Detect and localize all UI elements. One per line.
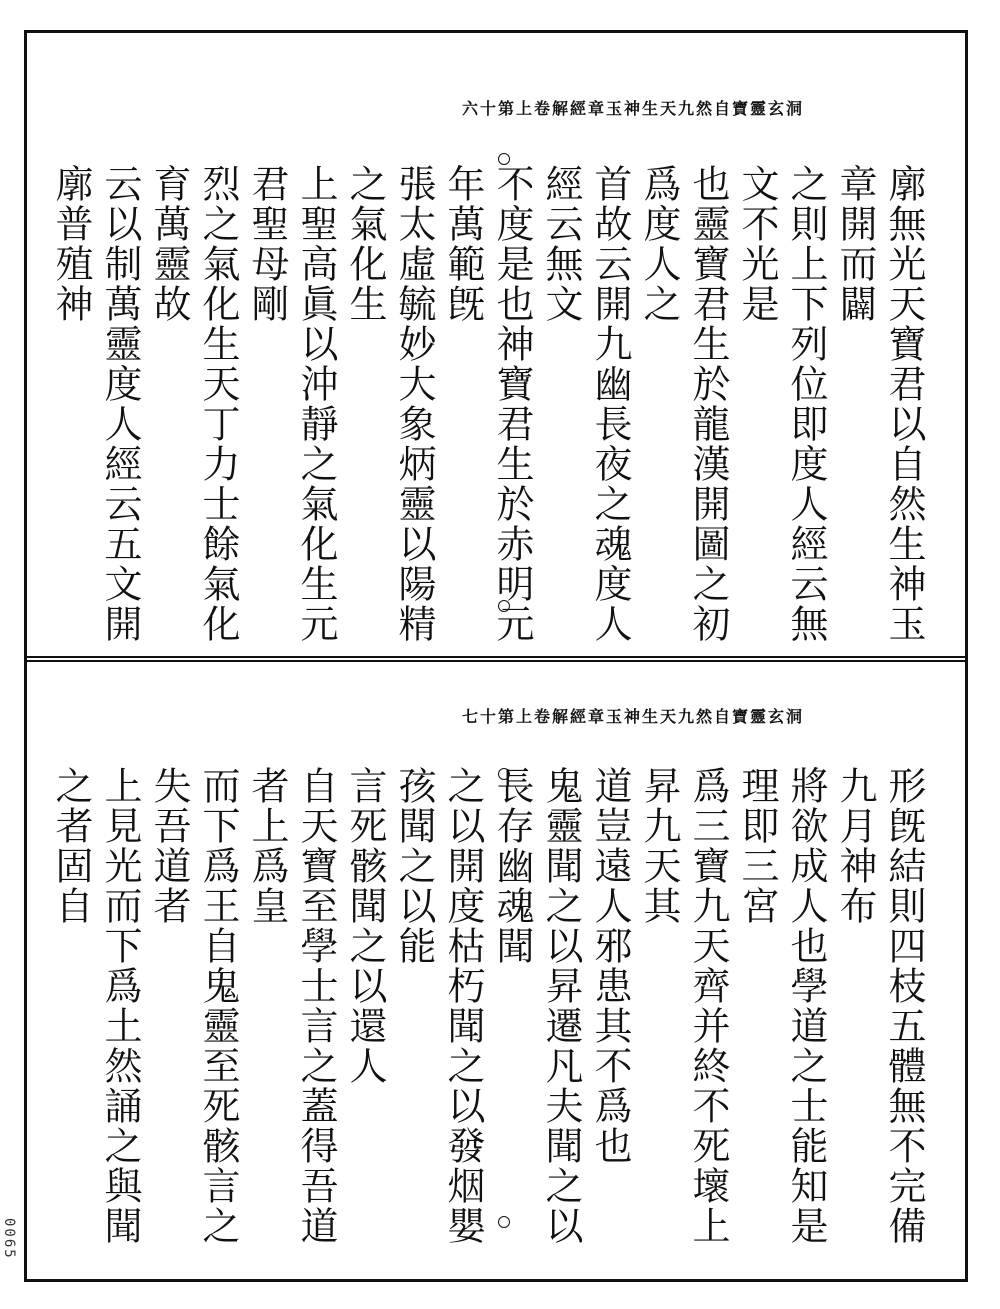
text-column: 言死骸聞之以還人 xyxy=(343,766,387,1086)
bottom-header: 洞玄靈寶自然九天生神玉章經解卷上第十七 xyxy=(461,707,804,726)
text-column: 首故云開九幽長夜之魂度人經云無文 xyxy=(539,164,632,644)
text-column: 爲三寶九天齊并終不死壞上昇九天其 xyxy=(637,766,730,1246)
text-column: 上聖高眞以沖靜之氣化生元君聖母剛 xyxy=(245,164,338,644)
text-column: 廓無光天寶君以自然生神玉章開而闢 xyxy=(833,164,926,644)
half-divider xyxy=(24,656,968,662)
top-text-block xyxy=(48,164,928,654)
text-column: 云以制萬靈度人經云五文開廓普殖神 xyxy=(49,164,142,644)
text-column: 也靈寶君生於龍漢開圖之初爲度人之 xyxy=(637,164,730,644)
text-column: 道豈遠人邪患其不爲也 xyxy=(588,766,632,1166)
text-column: 鬼靈聞之以昇遷凡夫聞之以長存幽魂聞 xyxy=(490,766,583,1246)
text-column: 形旣結則四枝五體無不完備九月神布 xyxy=(833,766,926,1246)
text-column: 烈之氣化生天丁力士餘氣化育萬靈故 xyxy=(147,164,240,644)
text-column: 之則上下列位即度人經云無文不光是 xyxy=(735,164,828,644)
top-header: 洞玄靈寶自然九天生神玉章經解卷上第十六 xyxy=(461,99,804,118)
page-number: 0065 xyxy=(1,1218,17,1260)
text-column: 上見光而下爲土然誦之與聞之者固自 xyxy=(49,766,142,1246)
circle-marker xyxy=(498,768,510,780)
circle-marker xyxy=(498,153,510,165)
circle-marker xyxy=(498,1216,510,1228)
text-column: 張太虛毓妙大象炳靈以陽精之氣化生 xyxy=(343,164,436,644)
circle-marker xyxy=(498,600,510,612)
bottom-half xyxy=(48,704,944,1264)
text-column: 自天寶至學士言之蓋得吾道者上爲皇 xyxy=(245,766,338,1246)
text-column: 將欲成人也學道之士能知是理即三宮 xyxy=(735,766,828,1246)
text-column: 而下爲王自鬼靈至死骸言之失吾道者 xyxy=(147,766,240,1246)
top-half xyxy=(48,96,944,652)
text-column: 不度是也神寶君生於赤明元年萬範旣 xyxy=(441,164,534,644)
text-column: 之以開度枯朽聞之以發烟嬰孩聞之以能 xyxy=(392,766,485,1246)
bottom-text-block xyxy=(48,766,928,1266)
